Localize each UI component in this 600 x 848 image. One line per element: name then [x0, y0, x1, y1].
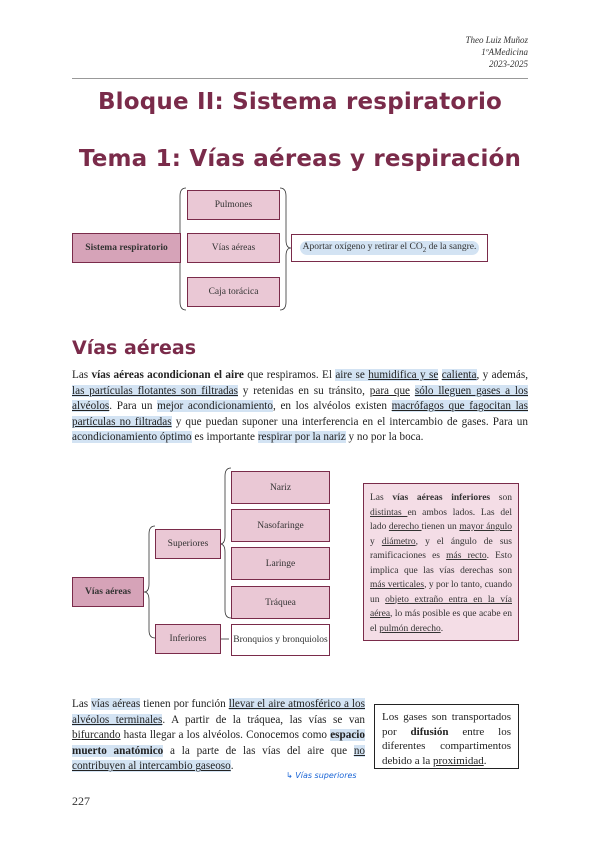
diagram2-superiores-brace: [220, 468, 231, 618]
p1-t1: Las: [72, 369, 92, 381]
diagram2-item-laringe: [231, 547, 330, 580]
sb-text: . Esto implica que las vías derechas son: [370, 551, 513, 576]
diagram2-item-label: Nariz: [269, 482, 292, 493]
author-name: Theo Luiz Muñoz: [465, 35, 528, 45]
p2-text: . A partir de la tráquea, las vías se van: [162, 713, 365, 726]
sb-text: , y el ángulo de sus ramificaciones es: [370, 536, 512, 561]
p1-u: para que: [369, 384, 410, 397]
function-text-before: Aportar oxígeno y retirar el CO: [302, 242, 423, 253]
p2-text: hasta llegar a los alvéolos. Conocemos como: [120, 729, 331, 742]
p1-hlu: las partículas flotantes son filtradas: [72, 384, 238, 397]
diagram1-branch-label: Vías aéreas: [211, 243, 256, 253]
p1-hlu: macrófagos que fagocitan las partículas no filtradas: [72, 400, 528, 428]
diagram2-group-label: Inferiores: [169, 634, 207, 644]
sb-text: .: [440, 623, 444, 634]
gb-text: entre los diferentes compartimentos debido a la: [382, 725, 511, 767]
sb-bold: vías aéreas inferiores: [392, 493, 491, 503]
sb-u: más recto: [446, 551, 487, 561]
sb-text: tienen un: [421, 522, 460, 532]
page-number: 227: [72, 794, 90, 808]
sb-u: distintas: [370, 507, 408, 518]
diagram2-item-traquea: [231, 586, 330, 619]
sb-text: y: [370, 536, 382, 547]
diagram2-item-label: Tráquea: [265, 597, 296, 608]
p1-t3: que respiramos. El: [243, 369, 336, 381]
function-subscript: 2: [422, 245, 427, 254]
author-year: 2023-2025: [489, 59, 528, 69]
p2-hlu: llevar el aire atmosférico a los alvéolos terminales: [72, 698, 365, 726]
inferior-airways-note: [363, 483, 519, 641]
p1-bold: vías aéreas acondicionan el aire: [91, 369, 244, 381]
diagram2-group-label: Superiores: [167, 539, 209, 549]
p1-hlu: humidifica y se: [368, 369, 439, 381]
gb-bold: difusión: [410, 725, 449, 738]
p1-hl: acondicionamiento óptimo: [72, 431, 192, 444]
diagram1-function-box: [291, 234, 488, 262]
sb-u: objeto extraño entra en la vía aérea: [370, 594, 512, 619]
topic-title: Tema 1: Vías aéreas y respiración: [78, 146, 522, 172]
sb-text: , lo más posible es que acabe en el: [370, 609, 512, 634]
p1-t22: y no por la boca.: [345, 431, 424, 444]
sb-text: son: [490, 493, 512, 503]
p1-t8: , y además,: [476, 369, 528, 381]
p1-hlu: calienta: [441, 369, 477, 381]
sb-u: más verticales: [370, 580, 425, 590]
sb-u: pulmón derecho: [379, 623, 441, 634]
paragraph-2: [72, 697, 365, 775]
diagram2-item-label: Nasofaringe: [257, 520, 304, 531]
diagram2-item-nariz: [231, 471, 330, 504]
function-text-after: de la sangre.: [426, 242, 477, 253]
sb-u: derecho: [388, 522, 422, 532]
p1-hl: aire se: [335, 369, 369, 381]
p2-bold: espacio muerto anatómico: [72, 729, 365, 757]
p1-t10: y retenidas en su tránsito,: [237, 384, 370, 397]
p2-hl: vías aéreas: [91, 698, 141, 710]
diagram2-item-label: Laringe: [265, 558, 296, 569]
diagram1-branch-pulmones: [187, 190, 280, 220]
gb-u: proximidad: [433, 754, 484, 767]
p1-t14: . Para un: [109, 400, 158, 413]
gas-transport-note: [374, 704, 519, 769]
diagram1-root-label: Sistema respiratorio: [85, 243, 168, 253]
diagram2-root-label: Vías aéreas: [85, 587, 131, 597]
diagram2-group-inferiores: [155, 624, 221, 654]
p2-text: Las: [72, 698, 92, 710]
sb-text: Las: [370, 493, 393, 503]
diagram1-right-brace: [280, 188, 291, 310]
p2-hlu: no contribuyen al intercambio gaseoso: [72, 744, 365, 773]
gb-text: .: [483, 754, 487, 767]
diagram2-root-brace: [144, 526, 155, 638]
sb-u: diámetro: [381, 536, 416, 547]
p1-hlu: sólo lleguen gases a los alvéolos: [72, 384, 528, 413]
p2-text: a la parte de las vías del aire que: [163, 744, 354, 757]
diagram1-branch-label: Caja torácica: [208, 287, 259, 297]
diagram2-group-superiores: [155, 529, 221, 559]
p1-t16: , en los alvéolos existen: [273, 400, 392, 413]
diagram1-branch-caja: [187, 277, 280, 307]
p1-hl: mejor acondicionamiento: [157, 400, 273, 413]
p1-hl: respirar por la nariz: [257, 431, 346, 444]
author-course: 1ºAMedicina: [481, 47, 528, 57]
diagram2-item-nasofaringe: [231, 509, 330, 542]
gb-text: Los gases son transportados por: [382, 711, 511, 738]
paragraph-1: [72, 368, 528, 446]
p2-u: bifurcando: [72, 729, 121, 742]
diagram1-branch-vias: [187, 233, 280, 263]
diagram2-item-label: Bronquios y bronquiolos: [233, 634, 328, 645]
p2-text: tienen por función: [140, 698, 229, 710]
sb-u: mayor ángulo: [459, 522, 512, 532]
diagram2-item-bronquios: [231, 624, 330, 656]
diagram1-function-text: [300, 241, 480, 255]
diagram1-root-box: [72, 233, 181, 263]
diagram1-branch-label: Pulmones: [214, 200, 253, 210]
p2-text: .: [230, 760, 234, 773]
block-title: Bloque II: Sistema respiratorio: [97, 89, 503, 115]
p1-t18: y que puedan suponer una interferencia en el intercambio de gases. Para un: [171, 415, 528, 428]
handwritten-note: ↳ Vías superiores: [286, 771, 357, 780]
diagram2-root-box: [72, 577, 144, 607]
sb-text: , y por lo tanto, cuando un: [370, 580, 513, 605]
sb-text: en ambos lados. Las del lado: [370, 507, 512, 532]
section-title: Vías aéreas: [72, 337, 197, 359]
p1-t20: es importante: [191, 431, 258, 444]
